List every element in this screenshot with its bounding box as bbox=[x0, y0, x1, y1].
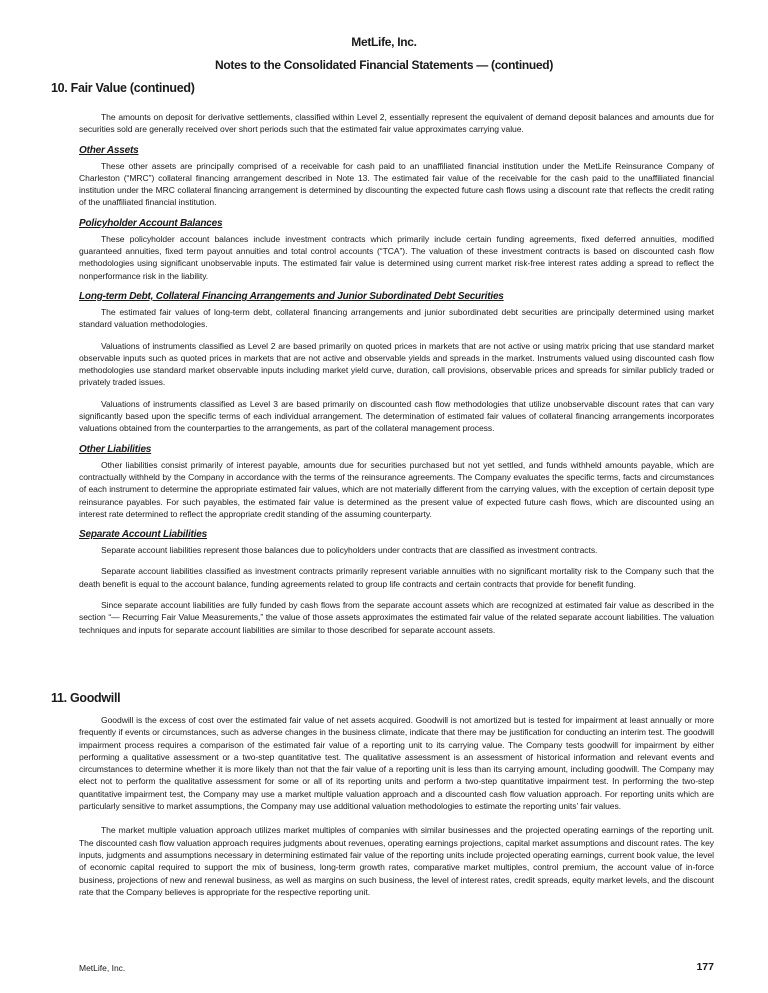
paragraph: These other assets are principally comprised of a receivable for cash paid to an unaffiliated financial institution under the MetLife Reinsurance Company of Charleston (“MRC”) collateral financing arrangement described in Note 13. The estimated fair value of the receivable for the cash paid to the unaffiliated financial institution under the MRC collateral financing arrangement is determined by discounting the expected future cash flows using a discount rate that reflects the credit rating of the unaffiliated financial institution. bbox=[79, 160, 714, 208]
subheading-policyholder-account-balances: Policyholder Account Balances bbox=[79, 217, 223, 229]
company-header: MetLife, Inc. bbox=[351, 35, 417, 49]
subheading-other-liabilities: Other Liabilities bbox=[79, 443, 152, 455]
paragraph: Goodwill is the excess of cost over the estimated fair value of net assets acquired. Goodwill is not amortized but is tested for impairment at least annually or more frequently if events or circumstances, such as adverse changes in the business climate, indicate that there may be justification for conducting an interim test. The goodwill impairment process requires a comparison of the estimated fair value of a reporting unit to its carrying value. The Company tests goodwill for impairment by either performing a qualitative assessment or a two-step quantitative test. The qualitative assessment is an assessment of historical information and relevant events and circumstances to determine whether it is more likely than not that the fair value of a reporting unit is less than its carrying amount, including goodwill. The Company may elect not to perform the qualitative assessment for some or all of its reporting units and perform a two-step quantitative impairment test. In performing the two-step quantitative impairment test, the Company may use a market multiple valuation approach and a discounted cash flow valuation approach. For reporting units which are particularly sensitive to market assumptions, the Company may use additional valuation methodologies to estimate the reporting units’ fair values. bbox=[79, 715, 714, 812]
paragraph: Other liabilities consist primarily of interest payable, amounts due for securities purchased but not yet settled, and funds withheld amounts payable, which are contractually withheld by the Company in accordance with the terms of the reinsurance agreements. The Company evaluates the specific terms, facts and circumstances of each instrument to determine the appropriate estimated fair values, which are not materially different from the carrying values, with the exception of certain deposit type reinsurance payables. For such payables, the estimated fair value is determined as the present value of expected future cash flows, which are discounted using an interest rate determined to reflect the appropriate credit standing of the assuming counterparty. bbox=[79, 459, 714, 519]
subheading-separate-account-liabilities: Separate Account Liabilities bbox=[79, 529, 207, 541]
paragraph: Separate account liabilities classified as investment contracts primarily represent variable annuities with no significant mortality risk to the Company such that the death benefit is equal to the account balance, funding agreements related to group life contracts and certain contracts that provide for benefit funding. bbox=[79, 566, 714, 589]
section-11-title: 11. Goodwill bbox=[51, 691, 121, 705]
page-subtitle: Notes to the Consolidated Financial Statements — (continued) bbox=[214, 58, 554, 72]
paragraph: Since separate account liabilities are fully funded by cash flows from the separate account assets which are recognized at estimated fair value as described in the section “— Recurring Fair Value Measurements,” the value of those assets approximates the estimated fair value of the related separate account liabilities. The valuation techniques and inputs for separate account liabilities are similar to those described for separate account assets. bbox=[79, 600, 714, 635]
paragraph: The estimated fair values of long-term debt, collateral financing arrangements and junior subordinated debt securities are principally determined using market standard valuation methodologies. bbox=[79, 306, 714, 330]
paragraph: The market multiple valuation approach utilizes market multiples of companies with similar businesses and the projected operating earnings of the reporting unit. The discounted cash flow valuation approach requires judgments about revenues, operating earnings projections, capital market assumptions and discount rates. The key inputs, judgments and assumptions necessary in determining estimated fair value of the reporting units include projected operating earnings, current book value, the level of economic capital required to support the mix of business, long-term growth rates, comparative market multiples, control premium, the account value of in-force business, projections of new and renewal business, as well as margins on such business, the level of interest rates, credit spreads, equity market levels, and the discount rate that the Company believes is appropriate for the respective reporting unit. bbox=[79, 825, 714, 897]
section-11-body bbox=[79, 714, 714, 907]
paragraph: Valuations of instruments classified as Level 3 are based primarily on discounted cash flow methodologies that utilize unobservable discount rates that can vary significantly based upon the specific terms of each individual arrangement. The determination of estimated fair values of collateral financing arrangements incorporates valuations obtained from the counterparties to the arrangements, as part of the collateral management process. bbox=[79, 398, 714, 434]
subheading-long-term-debt: Long-term Debt, Collateral Financing Arrangements and Junior Subordinated Debt Securities bbox=[79, 290, 504, 302]
page-number: 177 bbox=[696, 961, 714, 973]
section-10-title: 10. Fair Value (continued) bbox=[51, 81, 195, 95]
footer-company: MetLife, Inc. bbox=[79, 963, 126, 973]
section-10-body bbox=[79, 111, 714, 645]
intro-paragraph: The amounts on deposit for derivative settlements, classified within Level 2, essentially represent the equivalent of demand deposit balances and amounts due for securities sold are generally received over short periods such that the estimated fair value approximates carrying value. bbox=[79, 112, 714, 135]
subheading-other-assets: Other Assets bbox=[79, 144, 139, 156]
paragraph: Separate account liabilities represent those balances due to policyholders under contracts that are classified as investment contracts. bbox=[101, 545, 598, 556]
paragraph: Valuations of instruments classified as Level 2 are based primarily on quoted prices in markets that are not active or using matrix pricing that use standard market observable inputs such as quoted prices in markets that are not active and observable yields and spreads in the market. Instruments valued using discounted cash flow methodologies use standard market observable inputs including market yield curve, duration, call provisions, observable prices and spreads for similar publicly traded or privately traded issues. bbox=[79, 340, 714, 388]
paragraph: These policyholder account balances include investment contracts which primarily include certain funding agreements, fixed deferred annuities, modified guaranteed annuities, fixed term payout annuities and total control accounts (“TCA”). The valuation of these investment contracts is based on discounted cash flow methodologies using significant unobservable inputs. The estimated fair value is determined using current market risk-free interest rates adding a spread to reflect the nonperformance risk in the liability. bbox=[79, 233, 714, 281]
